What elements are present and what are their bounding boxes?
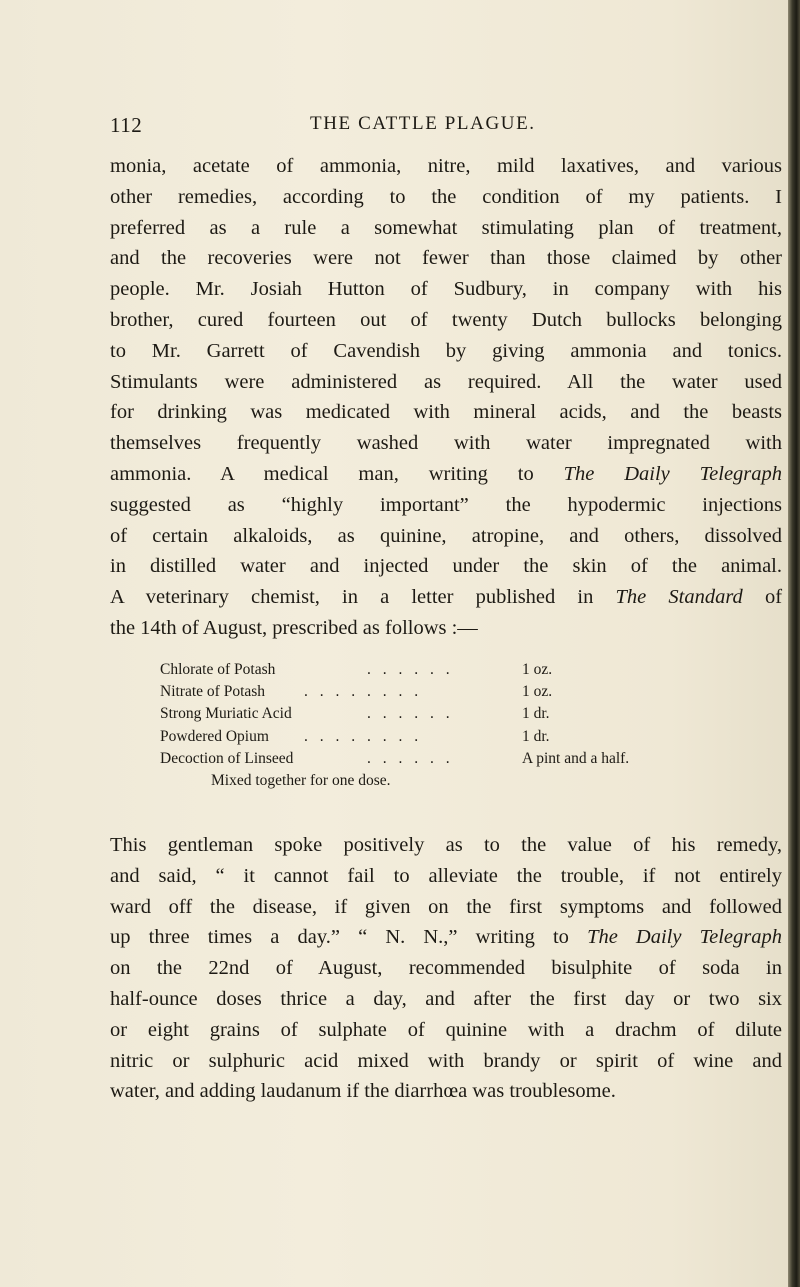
text-line: half-ounce doses thrice a day, and after the first day or two six — [110, 987, 782, 1010]
leader-dots: . . . . . . . . — [304, 683, 423, 701]
text-line: themselves frequently washed with water impregnated with — [110, 432, 782, 455]
newspaper-title: The Daily Telegraph — [563, 462, 783, 485]
newspaper-title: The Daily Telegraph — [587, 926, 782, 949]
text-line: monia, acetate of ammonia, nitre, mild laxatives, and various — [110, 155, 782, 177]
text-line: for drinking was medicated with mineral acids, and the beasts — [110, 401, 782, 424]
recipe-list — [160, 659, 720, 789]
text-line: Stimulants were administered as required. All the water used — [110, 370, 782, 393]
ingredient-name: Decoction of Linseed — [160, 749, 294, 767]
text-line: or eight grains of sulphate of quinine with a drachm of dilute — [110, 1018, 782, 1041]
recipe-note: Mixed together for one dose. — [211, 772, 391, 789]
leader-dots: . . . . . . — [367, 749, 454, 767]
ingredient-quantity: 1 dr. — [522, 727, 550, 745]
running-head: THE CATTLE PLAGUE. — [310, 113, 536, 134]
text-line: people. Mr. Josiah Hutton of Sudbury, in company with his — [110, 278, 782, 301]
text-line: water, and adding laudanum if the diarrhœa was troublesome. — [110, 1080, 616, 1103]
recipe-item — [160, 748, 720, 770]
ingredient-name: Chlorate of Potash — [160, 661, 276, 678]
page-number: 112 — [110, 113, 143, 137]
newspaper-title: The Standard — [615, 586, 743, 609]
text-segment: ammonia. A medical man, writing to — [110, 462, 534, 485]
recipe-item — [160, 681, 720, 703]
text-line — [110, 459, 782, 490]
text-segment: up three times a day.” “ N. N.,” writing to — [110, 926, 569, 949]
text-line: on the 22nd of August, recommended bisulphite of soda in — [110, 957, 782, 980]
ingredient-name: Strong Muriatic Acid — [160, 705, 292, 723]
text-line: other remedies, according to the condition of my patients. I — [110, 185, 782, 208]
text-line: ward off the disease, if given on the first symptoms and followed — [110, 895, 782, 918]
text-line — [110, 582, 782, 613]
paragraph-2 — [110, 830, 782, 1107]
text-line: and the recoveries were not fewer than those claimed by other — [110, 247, 782, 270]
page-header — [110, 113, 800, 137]
text-line: and said, “ it cannot fail to alleviate the trouble, if not entirely — [110, 864, 782, 887]
ingredient-name: Nitrate of Potash — [160, 683, 266, 701]
text-line: This gentleman spoke positively as to the value of his remedy, — [110, 834, 782, 856]
text-line — [110, 922, 782, 953]
text-line: brother, cured fourteen out of twenty Dutch bullocks belonging — [110, 308, 782, 331]
leader-dots: . . . . . . — [367, 705, 454, 723]
text-line: the 14th of August, prescribed as follows :— — [110, 616, 478, 639]
recipe-item — [160, 659, 720, 681]
text-line: to Mr. Garrett of Cavendish by giving ammonia and tonics. — [110, 339, 782, 362]
text-line: suggested as “highly important” the hypodermic injections — [110, 493, 782, 516]
paragraph-1 — [110, 151, 782, 644]
ingredient-name: Powdered Opium — [160, 727, 269, 745]
recipe-item — [160, 726, 720, 748]
ingredient-quantity: 1 oz. — [522, 661, 553, 678]
ingredient-quantity: 1 oz. — [522, 683, 553, 701]
leader-dots: . . . . . . — [367, 661, 454, 678]
page-binding-edge — [788, 0, 800, 1287]
recipe-item — [160, 703, 720, 725]
ingredient-quantity: 1 dr. — [522, 705, 550, 723]
text-line: preferred as a rule a somewhat stimulating plan of treatment, — [110, 216, 782, 239]
leader-dots: . . . . . . . . — [304, 727, 423, 745]
text-line: in distilled water and injected under the skin of the animal. — [110, 555, 782, 578]
ingredient-quantity: A pint and a half. — [522, 749, 630, 767]
text-line: of certain alkaloids, as quinine, atropine, and others, dissolved — [110, 524, 782, 547]
text-line: nitric or sulphuric acid mixed with brandy or spirit of wine and — [110, 1049, 782, 1072]
text-segment: of — [764, 586, 783, 609]
text-segment: A veterinary chemist, in a letter published in — [110, 586, 594, 609]
